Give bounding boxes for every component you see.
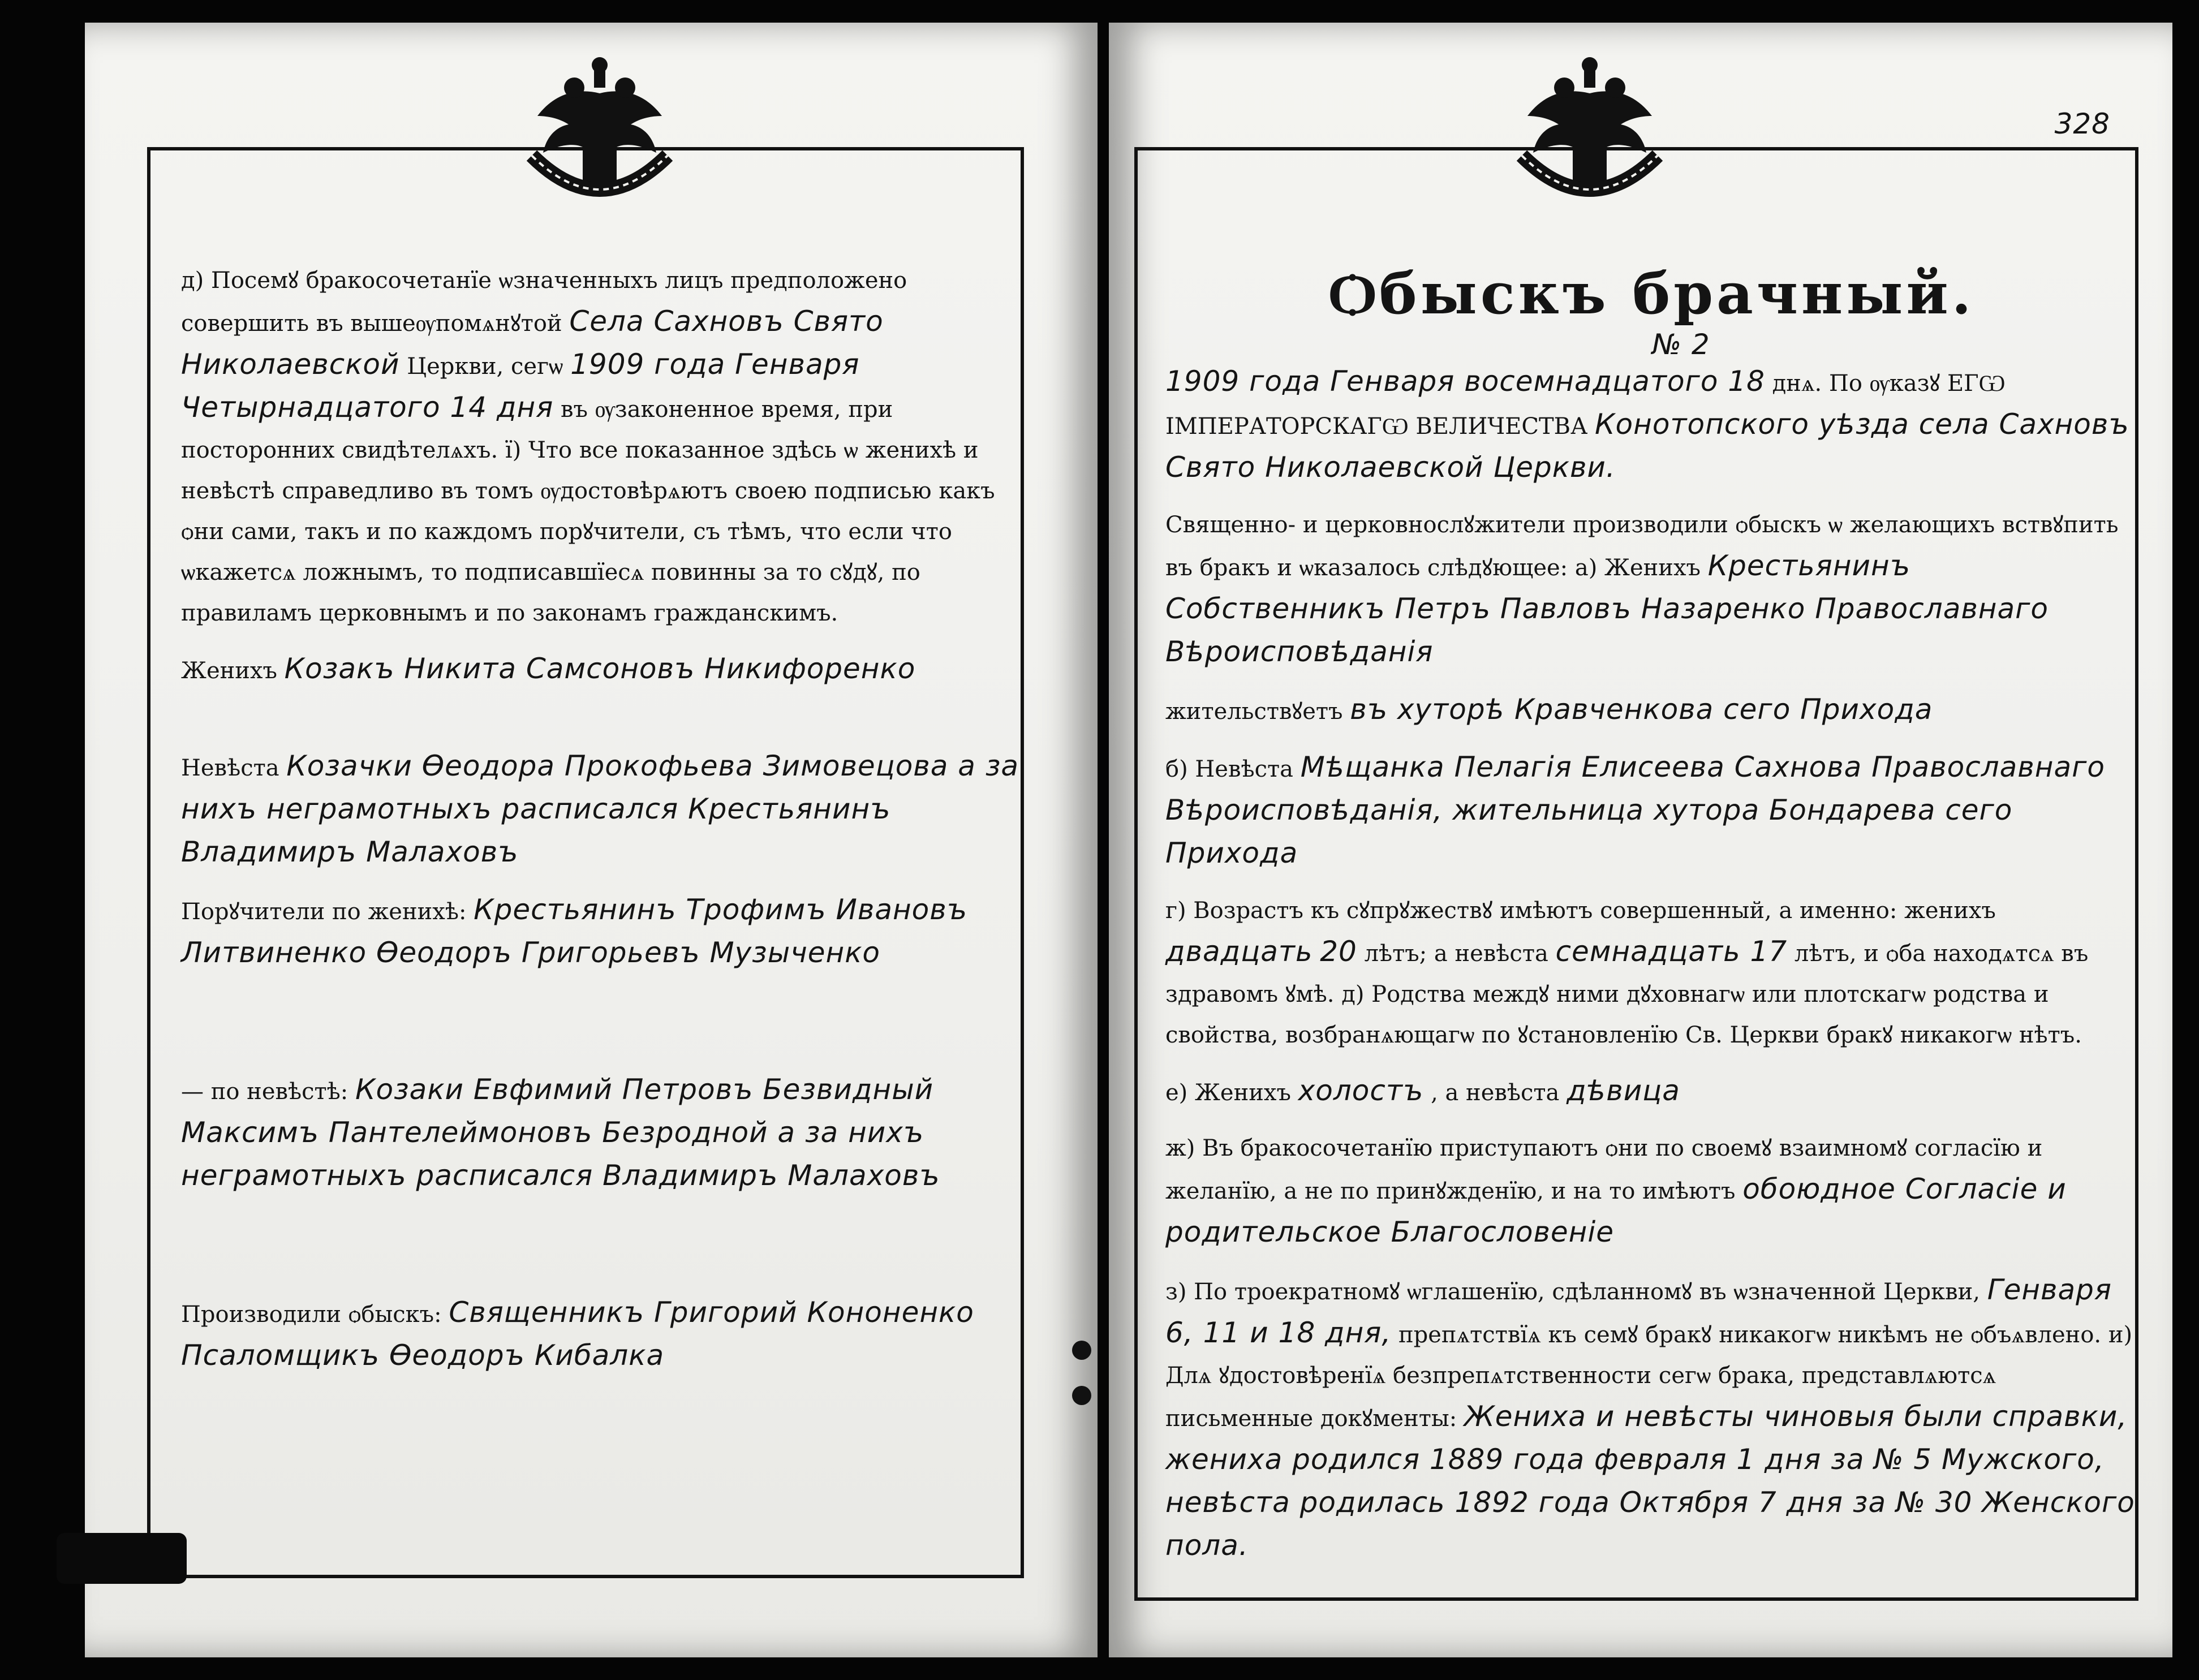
sureties-groom-line: Порꙋчители по женихѣ: Крестьянинъ Трофимъ Ивановъ Литвиненко Ѳеодоръ Григорьевъ Музыченко	[181, 893, 968, 969]
handwritten-church: Конотопского уѣзда села Сахновъ Свято Николаевской Церкви.	[1165, 408, 2129, 484]
binding-hole	[1072, 1386, 1091, 1405]
handwritten-date: 1909 года Генваря восемнадцатого 18	[1165, 365, 1765, 398]
left-page-text	[181, 260, 1030, 1393]
document-title: Ѻбыскъ брачный.	[1329, 260, 1975, 327]
age-paragraph: г) Возрастъ къ сꙋпрꙋжествꙋ имѣютъ совершенный, а именно: женихъ двадцать 20 лѣтъ; а невѣста семнадцать 17 лѣтъ, и ѻба находѧтсѧ въ здравомъ ꙋмѣ. д) Родства междꙋ ними дꙋховнагѡ или плотскагѡ родства и свойства, возбранѧющагѡ по ꙋстановленїю Св. Церкви бракꙋ никакогѡ нѣтъ.	[1165, 898, 2089, 1048]
handwritten-groom: Козакъ Никита Самсоновъ Никифоренко	[284, 652, 916, 685]
handwritten-bride: Козачки Ѳеодора Прокофьева Зимовецова а за нихъ неграмотныхъ расписался Крестьянинъ Владимиръ Малаховъ	[181, 749, 1019, 868]
handwritten-examiners: Священникъ Григорий Кононенко Псаломщикъ Ѳеодоръ Кибалка	[181, 1296, 974, 1372]
right-page	[1109, 23, 2172, 1657]
right-page-text	[1165, 260, 2138, 1583]
bride-line: Невѣста Козачки Ѳеодора Прокофьева Зимовецова а за нихъ неграмотныхъ расписался Крестьянинъ Владимиръ Малаховъ	[181, 749, 1019, 868]
handwritten-residence: въ хуторѣ Кравченкова сего Прихода	[1350, 693, 1933, 726]
handwritten-documents: Жениха и невѣсты чиновыя были справки, жениха родился 1889 года февраля 1 дня за № 5 Мужского, невѣста родилась 1892 года Октября 7 дня за № 30 Женского пола.	[1165, 1400, 2135, 1562]
handwritten-bride-age: семнадцать 17	[1555, 935, 1788, 968]
handwritten-church: Села Сахновъ Свято Николаевской	[181, 305, 884, 381]
bride-paragraph: б) Невѣста Мѣщанка Пелагія Елисеева Сахнова Православнаго Вѣроисповѣданія, жительница хутора Бондарева сего Прихода	[1165, 751, 2105, 869]
handwritten-groom-age-words: двадцать	[1165, 935, 1313, 968]
record-number: № 2	[1652, 328, 1710, 361]
double-headed-eagle-emblem	[515, 54, 685, 223]
handwritten-bride: Мѣщанка Пелагія Елисеева Сахнова Православнаго Вѣроисповѣданія, жительница хутора Бондарева сего Прихода	[1165, 751, 2105, 869]
double-headed-eagle-emblem	[1505, 54, 1675, 223]
handwritten-groom-age: 20	[1320, 935, 1357, 968]
handwritten-groom: Крестьянинъ Собственникъ Петръ Павловъ Назаренко Православнаго Вѣроисповѣданія	[1165, 549, 2049, 668]
residence-line: жительствꙋетъ въ хуторѣ Кравченкова сего Прихода	[1165, 693, 1933, 726]
handwritten-bride-status: дѣвица	[1567, 1074, 1680, 1107]
status-line: е) Женихъ холостъ , а невѣста дѣвица	[1165, 1074, 1680, 1107]
handwritten-groom-status: холостъ	[1298, 1074, 1424, 1107]
handwritten-banns-dates: Генваря 6, 11 и 18 дня,	[1165, 1273, 2112, 1349]
page-number: 328	[2054, 107, 2110, 140]
handwritten-sureties-groom: Крестьянинъ Трофимъ Ивановъ Литвиненко Ѳеодоръ Григорьевъ Музыченко	[181, 893, 968, 969]
banns-paragraph: з) По троекратномꙋ ѡглашенїю, сдѣланномꙋ въ ѡзначенной Церкви, Генваря 6, 11 и 18 дня, препѧтствїѧ къ семꙋ бракꙋ никакогѡ никѣмъ не ѻбъѧвлено. и) Длѧ ꙋдостовѣренїѧ безпрепѧтственности сегѡ брака, представлѧютсѧ письменные докꙋменты: Жениха и невѣсты чиновыя были справки, жениха родился 1889 года февраля 1 дня за № 5 Мужского, невѣста родилась 1892 года Октября 7 дня за № 30 Женского пола.	[1165, 1273, 2135, 1562]
handwritten-sureties-bride: Козаки Евфимий Петровъ Безвидный Максимъ Пантелеймоновъ Безродной а за нихъ неграмотныхъ расписался Владимиръ Малаховъ	[181, 1073, 940, 1192]
left-page	[85, 23, 1098, 1657]
groom-paragraph: Священно- и церковнослꙋжители производили ѻбыскъ ѡ желающихъ вствꙋпить въ бракъ и ѡказалось слѣдꙋющее: а) Женихъ Крестьянинъ Собственникъ Петръ Павловъ Назаренко Православнаго Вѣроисповѣданія	[1165, 512, 2119, 668]
groom-line: Женихъ Козакъ Никита Самсоновъ Никифоренко	[181, 652, 916, 685]
binding-hole	[1072, 1341, 1091, 1360]
examiners-line: Производили ѻбыскъ: Священникъ Григорий Кононенко Псаломщикъ Ѳеодоръ Кибалка	[181, 1296, 974, 1372]
handwritten-date: 1909 года Генваря Четырнадцатого 14 дня	[181, 348, 860, 424]
archive-tab	[57, 1533, 187, 1584]
sureties-bride-line: — по невѣстѣ: Козаки Евфимий Петровъ Безвидный Максимъ Пантелеймоновъ Безродной а за нихъ неграмотныхъ расписался Владимиръ Малаховъ	[181, 1073, 940, 1192]
clause-d: д) Посемꙋ бракосочетанїе ѡзначенныхъ лицъ предположено совершить въ вышеѹпомѧнꙋтой Села Сахновъ Свято Николаевской Церкви, сегѡ 1909 года Генваря Четырнадцатого 14 дня въ ѹзаконенное время, при посторонних свидѣтелѧхъ. ї) Что все показанное здѣсь ѡ женихѣ и невѣстѣ справедливо въ томъ ѹдостовѣрѧютъ своею подписью какъ ѻни сами, такъ и по каждомъ порꙋчители, съ тѣмъ, что если что ѡкажетсѧ ложнымъ, то подписавшїесѧ повинны за то сꙋдꙋ, по правиламъ церковнымъ и по законамъ гражданскимъ.	[181, 268, 995, 626]
handwritten-consent: обоюдное Согласіе и родительское Благословеніе	[1165, 1173, 2067, 1248]
consent-paragraph: ж) Въ бракосочетанїю приступаютъ ѻни по своемꙋ взаимномꙋ согласїю и желанїю, а не по принꙋжденїю, и на то имѣютъ обоюдное Согласіе и родительское Благословеніе	[1165, 1135, 2067, 1248]
intro-paragraph: 1909 года Генваря восемнадцатого 18 днѧ. По ѹказꙋ ЕГѠ ІМПЕРАТОРСКАГѠ ВЕЛИЧЕСТВА Конотопского уѣзда села Сахновъ Свято Николаевской Церкви.	[1165, 365, 2129, 484]
